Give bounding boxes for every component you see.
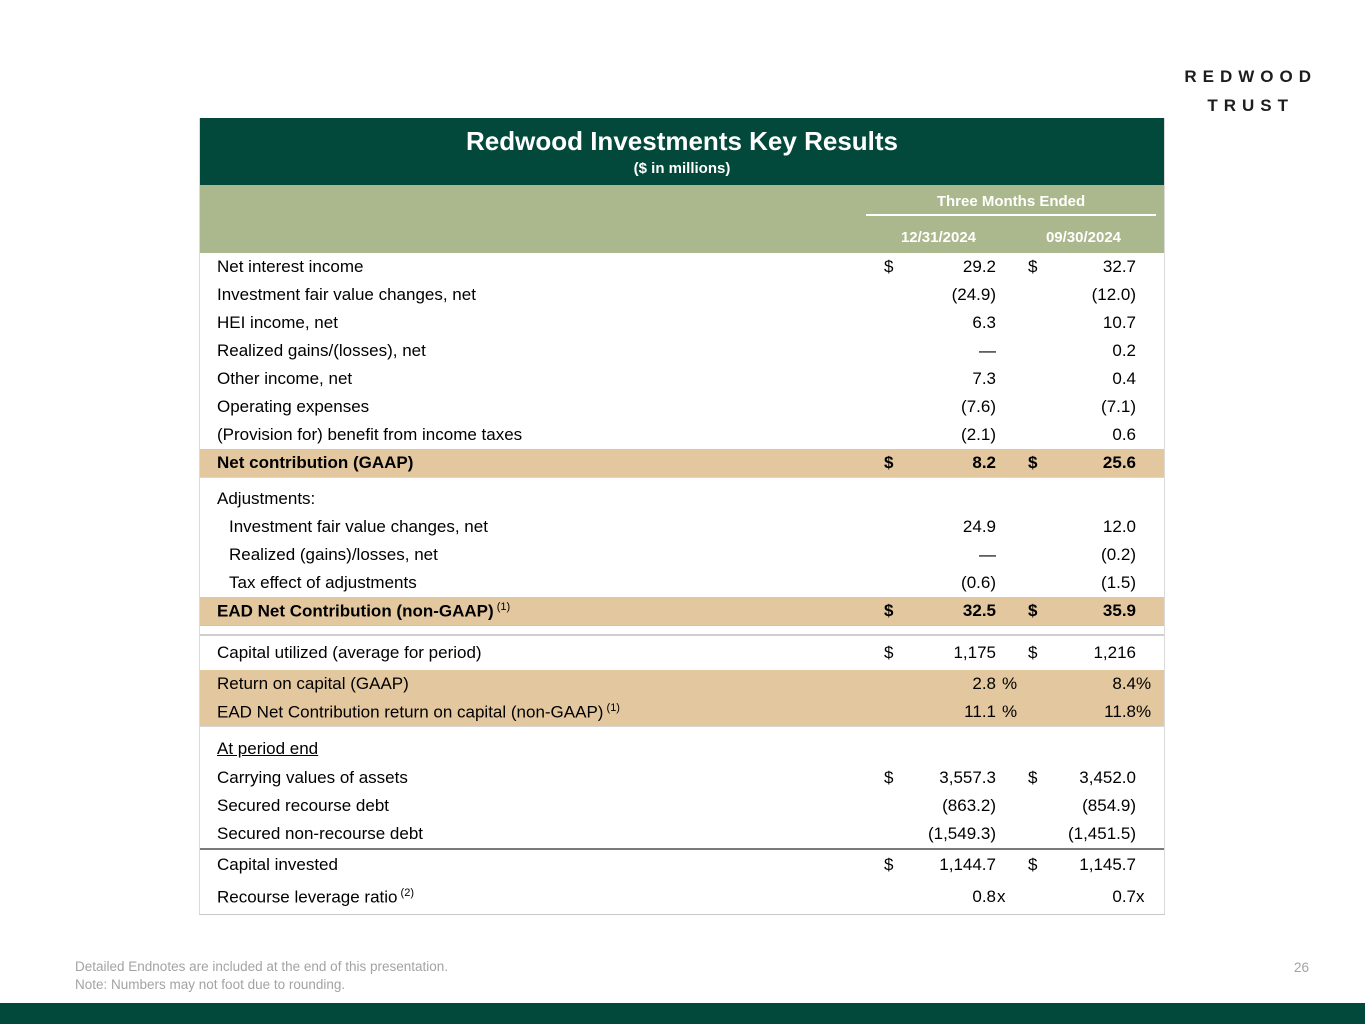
row-label-text: Net interest income	[217, 257, 364, 276]
row-label-text: At period end	[217, 739, 319, 758]
table-row	[200, 820, 1164, 848]
value-col1: (863.2)	[942, 796, 996, 815]
row-label	[200, 768, 876, 788]
row-label	[200, 257, 876, 277]
key-results-table	[199, 118, 1165, 915]
row-label-text: Carrying values of assets	[217, 768, 408, 787]
row-label-text: Secured non-recourse debt	[217, 824, 424, 843]
suffix-col1: %	[1002, 702, 1018, 721]
table-row	[200, 880, 1164, 914]
row-label	[200, 601, 876, 622]
row-label-text: Realized gains/(losses), net	[217, 341, 426, 360]
currency-symbol-col2: $	[1028, 601, 1038, 620]
row-label	[200, 489, 876, 509]
currency-symbol-col1: $	[884, 855, 894, 874]
table-row	[200, 449, 1164, 477]
row-label-text: Adjustments:	[217, 489, 316, 508]
table-row	[200, 764, 1164, 792]
value-col2: 12.0	[1102, 517, 1136, 536]
row-label-text: Return on capital (GAAP)	[217, 674, 409, 693]
table-row	[200, 253, 1164, 281]
page-number: 26	[1294, 960, 1310, 975]
table-row	[200, 309, 1164, 337]
row-label	[200, 517, 876, 537]
row-label	[200, 341, 876, 361]
value-col2: 11.8	[1104, 702, 1136, 721]
value-col1: 8.2	[972, 453, 996, 472]
value-col1: (0.6)	[961, 573, 996, 592]
row-label-text: Realized (gains)/losses, net	[229, 545, 438, 564]
table-row	[200, 850, 1164, 880]
currency-symbol-col1: $	[884, 601, 894, 620]
value-col1: 11.1	[964, 702, 996, 721]
row-label-text: EAD Net Contribution (non-GAAP)	[217, 601, 494, 621]
value-col1: 0.8	[972, 887, 996, 906]
table-row	[200, 569, 1164, 597]
row-label	[200, 796, 876, 816]
logo-line-2: TRUST	[1207, 96, 1294, 115]
row-label	[200, 824, 876, 844]
currency-symbol-col1: $	[884, 257, 894, 276]
row-label	[200, 453, 876, 473]
currency-symbol-col2: $	[1028, 855, 1038, 874]
value-col2: 3,452.0	[1079, 768, 1136, 787]
value-col1: —	[979, 341, 996, 360]
row-label-text: Other income, net	[217, 369, 353, 388]
footnote-marker: (2)	[397, 886, 414, 899]
table-row	[200, 365, 1164, 393]
row-label	[200, 397, 876, 417]
row-label	[200, 887, 876, 908]
table-row	[200, 792, 1164, 820]
value-col2: (1,451.5)	[1067, 824, 1136, 843]
currency-symbol-col1: $	[884, 768, 894, 787]
table-row	[200, 541, 1164, 569]
value-col2: 1,145.7	[1079, 855, 1136, 874]
redwood-trust-logo	[1184, 62, 1317, 120]
value-col1: 3,557.3	[939, 768, 996, 787]
suffix-col2: %	[1136, 702, 1152, 721]
suffix-col2: %	[1136, 674, 1152, 693]
table-subtitle: ($ in millions)	[633, 160, 731, 177]
row-label-text: Capital utilized (average for period)	[217, 643, 482, 662]
row-label-text: Operating expenses	[217, 397, 370, 416]
row-label	[200, 573, 876, 593]
row-label	[200, 855, 876, 875]
row-label	[200, 702, 876, 723]
currency-symbol-col2: $	[1028, 257, 1038, 276]
table-row	[200, 281, 1164, 309]
table-row	[200, 337, 1164, 365]
row-label-text: Capital invested	[217, 855, 338, 874]
row-label-text: Investment fair value changes, net	[217, 285, 476, 304]
value-col2: 35.9	[1102, 601, 1136, 620]
table-title: Redwood Investments Key Results	[466, 126, 898, 156]
table-body	[200, 253, 1164, 914]
row-label-text: Secured recourse debt	[217, 796, 389, 815]
currency-symbol-col1: $	[884, 453, 894, 472]
row-label-text: HEI income, net	[217, 313, 338, 332]
footnote-marker: (1)	[493, 600, 511, 613]
table-row	[200, 485, 1164, 513]
value-col2: (12.0)	[1091, 285, 1136, 304]
value-col1: 2.8	[972, 674, 996, 693]
row-label	[200, 285, 876, 305]
table-header	[200, 118, 1164, 185]
currency-symbol-col1: $	[884, 643, 894, 662]
row-label-text: Net contribution (GAAP)	[217, 453, 414, 472]
column-group-header: Three Months Ended	[866, 193, 1156, 216]
value-col1: 6.3	[972, 313, 996, 332]
row-label-text: EAD Net Contribution return on capital (non-GAAP)	[217, 702, 604, 722]
section-divider	[200, 726, 1164, 734]
table-row	[200, 393, 1164, 421]
currency-symbol-col2: $	[1028, 768, 1038, 787]
value-col1: 1,175	[953, 643, 996, 662]
value-col1: (1,549.3)	[927, 824, 996, 843]
table-row	[200, 421, 1164, 449]
value-col2: 1,216	[1093, 643, 1136, 662]
row-label-text: Recourse leverage ratio	[217, 887, 398, 907]
footnotes	[75, 958, 448, 994]
value-col1: 29.2	[962, 257, 996, 276]
value-col2: 0.4	[1112, 369, 1136, 388]
column-header-band	[200, 185, 1164, 253]
table-row	[200, 670, 1164, 698]
row-label	[200, 643, 876, 663]
section-divider	[200, 625, 1164, 635]
value-col1: 24.9	[962, 517, 996, 536]
value-col2: 0.7	[1112, 887, 1136, 906]
currency-symbol-col2: $	[1028, 453, 1038, 472]
row-label	[200, 313, 876, 333]
row-label-text: Investment fair value changes, net	[229, 517, 488, 536]
table-row	[200, 635, 1164, 670]
column-header-q3: 09/30/2024	[1045, 229, 1122, 246]
value-col2: 32.7	[1102, 257, 1136, 276]
table-row	[200, 734, 1164, 764]
row-label-text: Tax effect of adjustments	[229, 573, 417, 592]
footnote-line-1: Detailed Endnotes are included at the end of this presentation.	[75, 959, 449, 974]
row-label	[200, 369, 876, 389]
table-row	[200, 698, 1164, 726]
value-col2: 8.4	[1112, 674, 1136, 693]
value-col1: (2.1)	[961, 425, 996, 444]
value-col2: 0.6	[1112, 425, 1136, 444]
value-col2: (7.1)	[1101, 397, 1136, 416]
value-col2: 25.6	[1102, 453, 1136, 472]
value-col1: 7.3	[972, 369, 996, 388]
row-label	[200, 425, 876, 445]
suffix-col1: %	[1002, 674, 1018, 693]
row-label	[200, 545, 876, 565]
column-date-headers	[866, 229, 1156, 246]
value-col2: 0.2	[1112, 341, 1136, 360]
value-col2: (1.5)	[1101, 573, 1136, 592]
row-label	[200, 674, 876, 694]
value-col1: (24.9)	[951, 285, 996, 304]
row-label	[200, 739, 876, 759]
currency-symbol-col2: $	[1028, 643, 1038, 662]
column-header-q4: 12/31/2024	[900, 229, 977, 246]
suffix-col1: x	[997, 887, 1006, 906]
value-col1: (7.6)	[961, 397, 996, 416]
value-col1: 32.5	[962, 601, 996, 620]
logo-line-1: REDWOOD	[1184, 67, 1317, 86]
value-col1: —	[979, 545, 996, 564]
value-col2: (854.9)	[1082, 796, 1136, 815]
row-label-text: (Provision for) benefit from income taxes	[217, 425, 523, 444]
table-row	[200, 513, 1164, 541]
table-row	[200, 597, 1164, 625]
suffix-col2: x	[1136, 887, 1145, 906]
bottom-accent-bar	[0, 1003, 1365, 1024]
footnote-line-2: Note: Numbers may not foot due to rounding.	[75, 977, 346, 992]
section-divider	[200, 477, 1164, 485]
footnote-marker: (1)	[603, 701, 620, 714]
value-col2: 10.7	[1102, 313, 1136, 332]
value-col2: (0.2)	[1101, 545, 1136, 564]
value-col1: 1,144.7	[939, 855, 996, 874]
